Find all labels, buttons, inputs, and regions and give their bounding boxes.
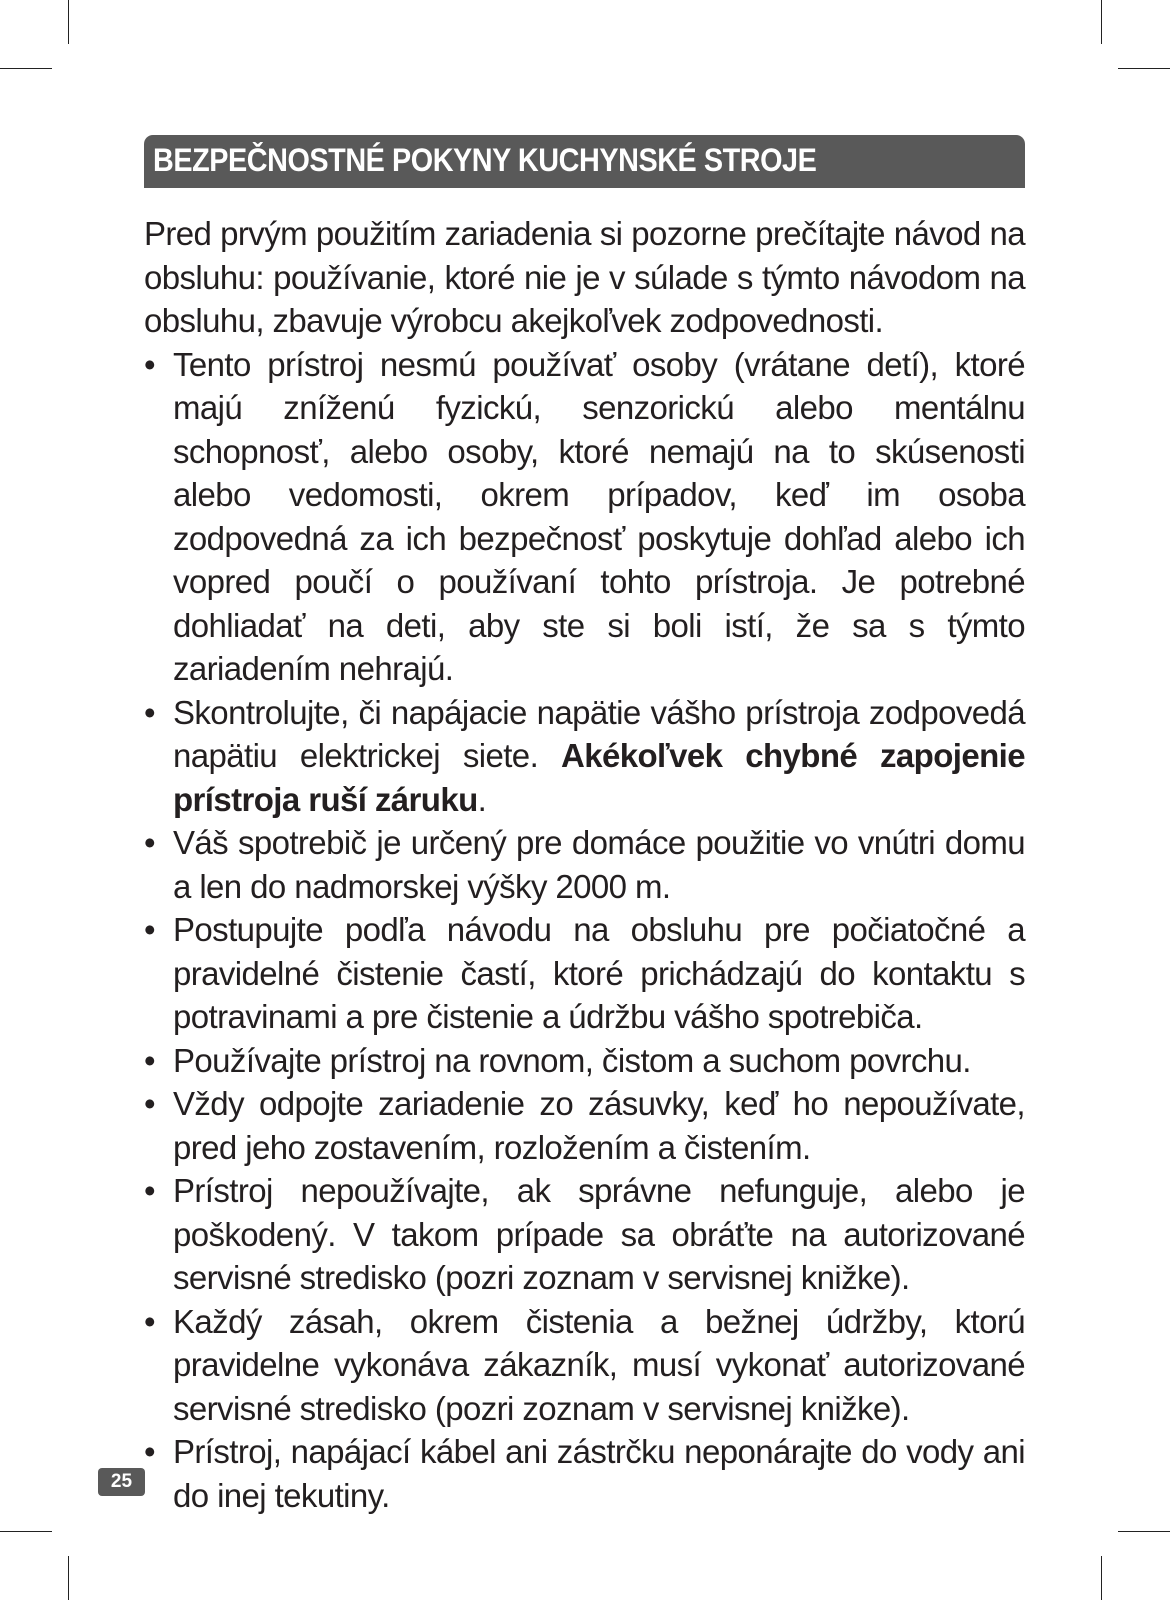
crop-mark-bottom-right — [1101, 1556, 1102, 1600]
list-item — [144, 1169, 1025, 1300]
list-item — [144, 1300, 1025, 1431]
list-item-text: Tento prístroj nesmú používať osoby (vrátane detí), ktoré majú zníženú fyzickú, senzorickú alebo mentálnu schopnosť, alebo osoby, ktoré nemajú na to skúsenosti alebo vedomosti, okrem prípadov, keď im osoba zodpovedná za ich bezpečnosť poskytuje dohľad alebo ich vopred poučí o používaní tohto prístroja. Je potrebné dohliadať na deti, aby ste si boli istí, že sa s týmto zariadením nehrajú. — [173, 345, 1025, 687]
list-item — [144, 1082, 1025, 1169]
bullet-icon: • — [144, 824, 155, 861]
list-item-text: Vždy odpojte zariadenie zo zásuvky, keď ho nepoužívate, pred jeho zostavením, rozložením a čistením. — [173, 1085, 1025, 1166]
intro-paragraph: Pred prvým použitím zariadenia si pozorne prečítajte návod na obsluhu: používanie, ktoré nie je v súlade s týmto návodom na obsluhu, zbavuje výrobcu akejkoľvek zodpovednosti. — [144, 215, 1025, 339]
crop-mark-bottom-left — [68, 1556, 69, 1600]
list-item-text: Používajte prístroj na rovnom, čistom a suchom povrchu. — [173, 1041, 971, 1079]
list-item — [144, 1430, 1025, 1517]
list-item-text: Prístroj nepoužívajte, ak správne nefunguje, alebo je poškodený. V takom prípade sa obráťte na autorizované servisné stredisko (pozri zoznam v servisnej knižke). — [173, 1172, 1025, 1296]
crop-mark-top-left-horizontal — [0, 68, 52, 69]
list-item — [144, 821, 1025, 908]
list-item — [144, 1039, 1025, 1083]
section-header — [144, 135, 1025, 188]
bullet-icon: • — [144, 1085, 155, 1122]
list-item-text: Skontrolujte, či napájacie napätie vášho prístroja zodpovedá napätiu elektrickej siete. — [173, 693, 1025, 774]
list-item-text: Každý zásah, okrem čistenia a bežnej údržby, ktorú pravidelne vykonáva zákazník, musí vykonať autorizované servisné stredisko (pozri zoznam v servisnej knižke). — [173, 1302, 1025, 1427]
bullet-icon: • — [144, 1433, 155, 1470]
instruction-list — [144, 343, 1025, 1518]
crop-mark-top-left — [68, 0, 69, 44]
section-title: BEZPEČNOSTNÉ POKYNY KUCHYNSKÉ STROJE — [153, 142, 817, 178]
warranty-warning: Akékoľvek chybné zapojenie prístroja ruší záruku — [173, 737, 1025, 818]
crop-mark-bottom-right-horizontal — [1118, 1531, 1170, 1532]
page-number: 25 — [98, 1468, 145, 1496]
bullet-icon: • — [144, 911, 155, 948]
bullet-icon: • — [144, 693, 155, 731]
list-item — [144, 691, 1025, 822]
bullet-icon: • — [144, 345, 155, 383]
crop-mark-top-right-horizontal — [1118, 68, 1170, 69]
list-item-text: Váš spotrebič je určený pre domáce použitie vo vnútri domu a len do nadmorskej výšky 2000 m. — [173, 824, 1025, 905]
crop-mark-bottom-left-horizontal — [0, 1531, 52, 1532]
list-item — [144, 908, 1025, 1039]
list-item-text: Postupujte podľa návodu na obsluhu pre počiatočné a pravidelné čistenie častí, ktoré prichádzajú do kontaktu s potravinami a pre čistenie a údržbu vášho spotrebiča. — [173, 911, 1025, 1035]
crop-mark-top-right — [1101, 0, 1102, 44]
bullet-icon: • — [144, 1172, 155, 1209]
bullet-icon: • — [144, 1041, 155, 1079]
list-item-text: Prístroj, napájací kábel ani zástrčku neponárajte do vody ani do inej tekutiny. — [173, 1433, 1025, 1514]
bullet-icon: • — [144, 1302, 155, 1340]
safety-instructions — [144, 212, 1025, 1517]
list-item — [144, 343, 1025, 691]
list-item-tail: . — [477, 780, 487, 818]
